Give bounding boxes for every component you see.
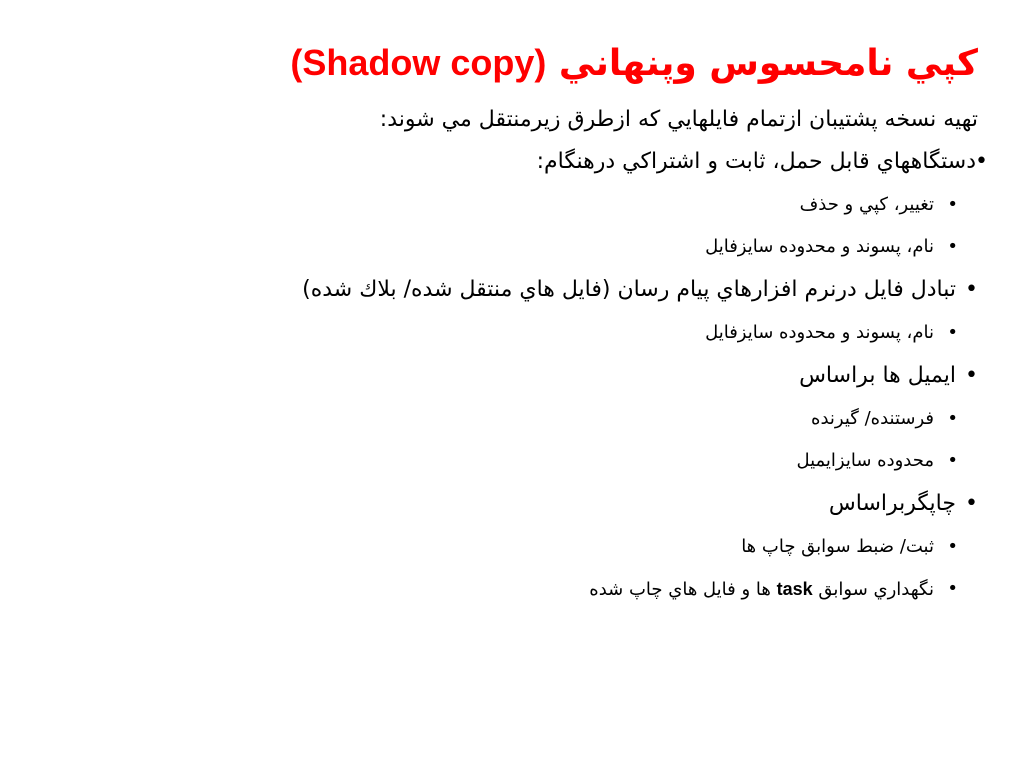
list-item-text: نام، پسوند و محدوده سايزفايل	[705, 236, 934, 257]
bullet-icon: •	[947, 236, 958, 257]
list-item	[60, 398, 978, 440]
list-item	[60, 184, 978, 226]
list-item	[60, 526, 978, 568]
section-printer	[60, 482, 978, 526]
slide-body	[60, 100, 988, 610]
bullet-icon: •	[965, 363, 978, 388]
list-item-text: محدوده سايزايميل	[796, 450, 934, 471]
list-item	[60, 440, 978, 482]
section-label: تبادل فايل درنرم افزارهاي پيام رسان (فايل هاي منتقل شده/ بلاك شده)	[302, 277, 956, 302]
list-item-text: ثبت/ ضبط سوابق چاپ ها	[741, 536, 934, 557]
bullet-icon: •	[947, 194, 958, 215]
section-label: دستگاههاي قابل حمل، ثابت و اشتراكي درهنگام:	[536, 149, 976, 174]
section-portable-devices	[60, 140, 988, 184]
bullet-icon: •	[965, 277, 978, 302]
slide-title-persian: كپي نامحسوس وپنهاني	[558, 43, 978, 84]
intro-text: تهيه نسخه پشتيبان ازتمام فايلهايي كه ازطرق زيرمنتقل مي شوند:	[379, 107, 978, 132]
list-item-text-before: نگهداري سوابق	[818, 579, 934, 600]
bullet-icon: •	[947, 536, 958, 557]
bullet-icon: •	[947, 450, 958, 471]
bullet-icon: •	[947, 322, 958, 343]
list-item-text: نام، پسوند و محدوده سايزفايل	[705, 322, 934, 343]
bullet-icon: •	[965, 491, 978, 516]
list-item-text-latin: task	[776, 579, 813, 599]
slide-title	[200, 38, 978, 89]
bullet-icon: •	[975, 149, 988, 174]
section-email	[60, 354, 978, 398]
list-item-text-after: ها و فايل هاي چاپ شده	[589, 579, 771, 600]
section-label: چاپگربراساس	[828, 491, 956, 516]
list-item	[60, 226, 978, 268]
list-item-text: تغيير، كپي و حذف	[799, 194, 934, 215]
bullet-icon: •	[947, 408, 958, 429]
section-label: ايميل ها براساس	[799, 363, 956, 388]
slide-title-english: (Shadow copy)	[290, 42, 547, 83]
bullet-icon: •	[947, 578, 958, 599]
list-item	[60, 312, 978, 354]
section-messenger-transfer	[60, 268, 978, 312]
list-item	[60, 568, 978, 610]
list-item-text: فرستنده/ گيرنده	[811, 408, 934, 429]
